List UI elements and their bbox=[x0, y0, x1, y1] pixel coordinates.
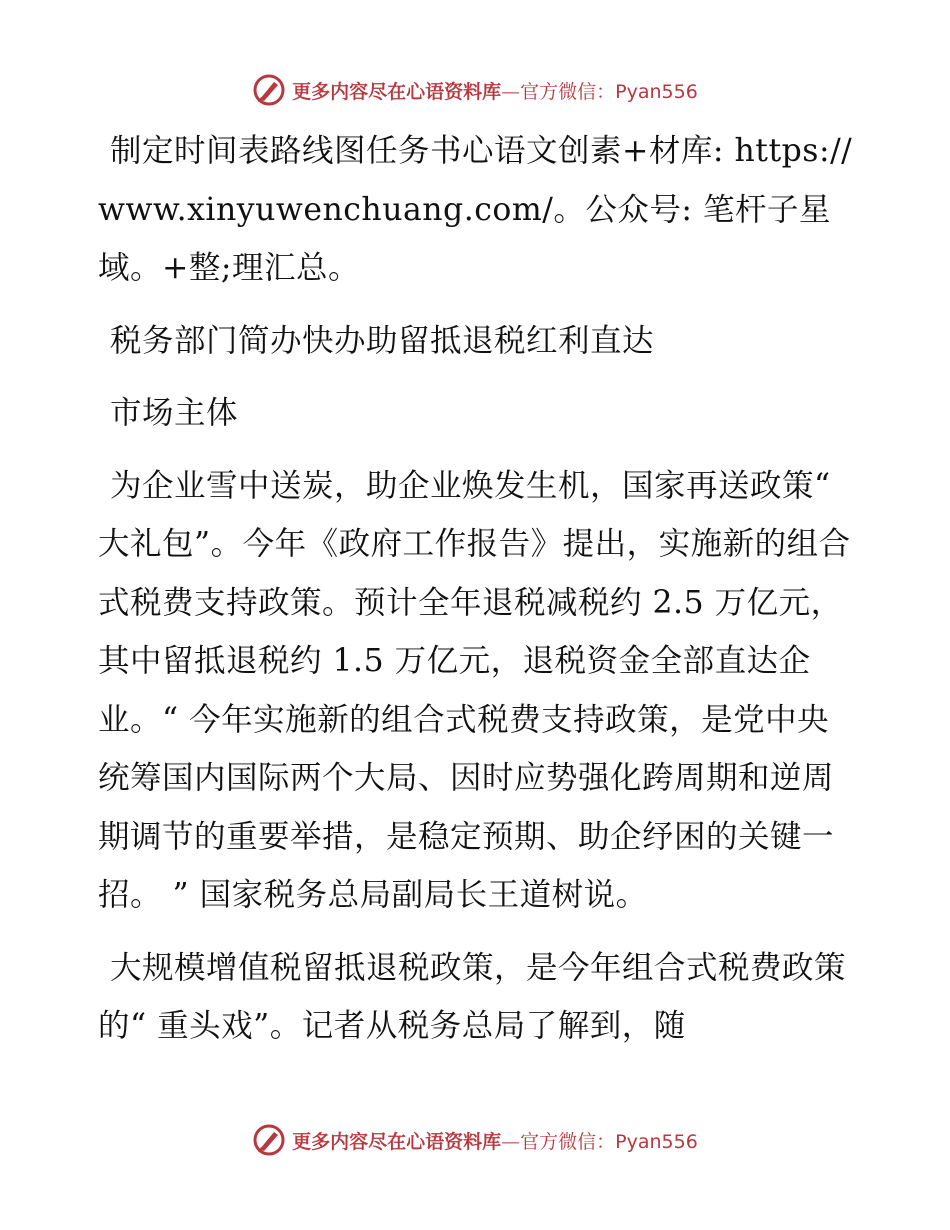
header-banner-wechat: 官方微信：Pyan556 bbox=[520, 80, 698, 103]
body-paragraph-1 bbox=[98, 457, 858, 925]
intro-text: 制定时间表路线图任务书心语文创素+材库: https://www.xinyuwenchuang.com/。公众号: 笔杆子星域。+整;理汇总。 bbox=[98, 133, 853, 286]
pen-logo-icon bbox=[252, 73, 286, 107]
article-title-line2 bbox=[98, 384, 858, 443]
paragraph2-text: 大规模增值税留抵退税政策，是今年组合式税费政策的“ 重头戏”。记者从税务总局了解到，随 bbox=[98, 949, 847, 1044]
title-line2-text: 市场主体 bbox=[110, 395, 239, 431]
header-banner bbox=[0, 72, 950, 108]
footer-banner-wechat: 官方微信：Pyan556 bbox=[520, 1130, 698, 1153]
header-banner-title: 更多内容尽在心语资料库 bbox=[292, 80, 502, 103]
title-line1-text: 税务部门简办快办助留抵退税红利直达 bbox=[110, 322, 655, 359]
footer-banner bbox=[0, 1122, 950, 1158]
article-title-line1 bbox=[98, 312, 858, 371]
body-paragraph-2 bbox=[98, 939, 858, 1056]
footer-banner-dash: — bbox=[501, 1130, 521, 1153]
footer-banner-text bbox=[292, 1127, 698, 1154]
footer-banner-title: 更多内容尽在心语资料库 bbox=[292, 1130, 502, 1153]
header-banner-text bbox=[292, 77, 698, 104]
document-body bbox=[98, 122, 858, 1070]
pen-logo-icon bbox=[252, 1123, 286, 1157]
header-banner-dash: — bbox=[501, 80, 521, 103]
intro-paragraph bbox=[98, 122, 858, 298]
paragraph1-text: 为企业雪中送炭，助企业焕发生机，国家再送政策“ 大礼包”。今年《政府工作报告》提出，实施新的组合式税费支持政策。预计全年退税减税约 2.5 万亿元，其中留抵退税约 1.5 万亿元，退税资金全部直达企业。“ 今年实施新的组合式税费支持政策，是党中央统筹国内国际两个大局、因时应势强化跨周期和逆周期调节的重要举措，是稳定预期、助企纾困的关键一招。 ” 国家税务总局副局长王道树说。 bbox=[98, 467, 851, 913]
